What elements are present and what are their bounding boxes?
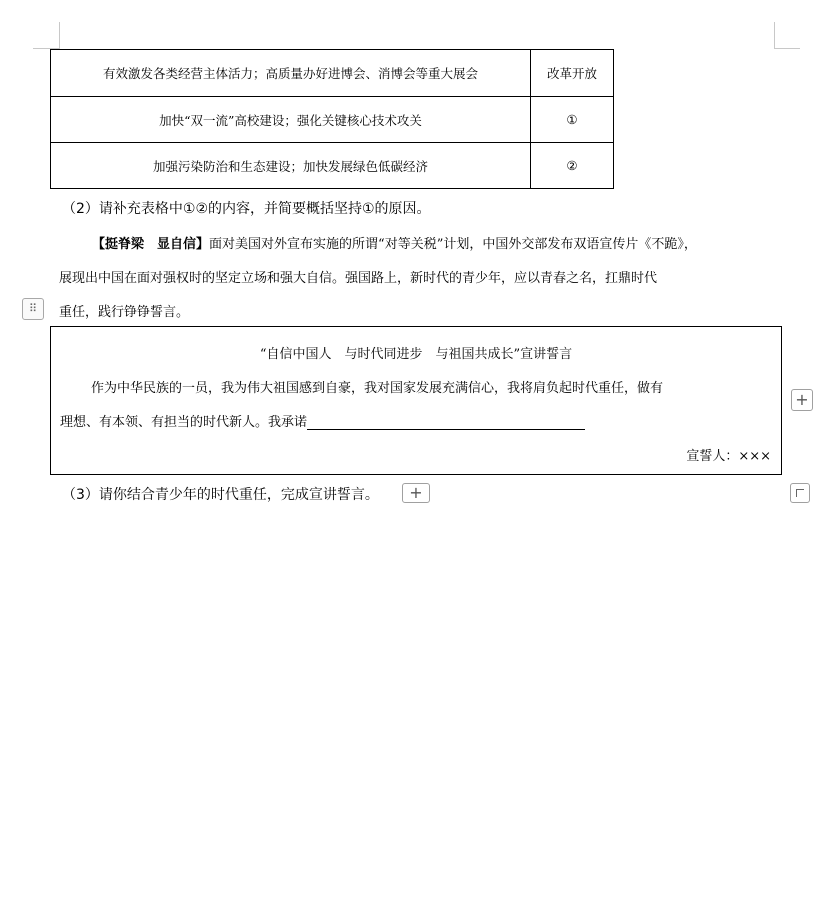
- table-cell-content[interactable]: 有效激发各类经营主体活力；高质量办好进博会、消博会等重大展会: [51, 50, 531, 97]
- passage-line-2: 展现出中国在面对强权时的坚定立场和强大自信。强国路上，新时代的青少年，应以青春之名，扛鼎时代: [59, 271, 658, 286]
- oath-answer-blank[interactable]: [307, 416, 585, 430]
- passage-tag: 挺脊梁 显自信: [105, 237, 197, 252]
- table-row: [51, 50, 614, 97]
- table-cell-category[interactable]: 改革开放: [531, 50, 614, 97]
- passage-line-3: 重任，践行铮铮誓言。: [59, 305, 190, 320]
- policy-table: [50, 49, 614, 189]
- page-corner-mark-top-right-horizontal: [774, 48, 800, 49]
- table-cell-content[interactable]: 加强污染防治和生态建设；加快发展绿色低碳经济: [51, 143, 531, 189]
- table-cell-category[interactable]: ①: [531, 97, 614, 143]
- oath-line-1: 作为中华民族的一员，我为伟大祖国感到自豪，我对国家发展充满信心，我将肩负起时代重任，做有: [91, 381, 664, 396]
- table-cell-content[interactable]: 加快“双一流”高校建设；强化关键核心技术攻关: [51, 97, 531, 143]
- page-corner-mark-top-left: [59, 22, 60, 49]
- table-cell-category[interactable]: ②: [531, 143, 614, 189]
- passage-line-1: [92, 233, 697, 252]
- table-row: [51, 97, 614, 143]
- oath-line-2: [60, 411, 585, 430]
- passage-bracket-close: 】: [196, 237, 210, 252]
- table-move-handle-icon[interactable]: ⠿: [22, 298, 44, 320]
- question-2: （2）请补充表格中①②的内容，并简要概括坚持①的原因。: [62, 201, 431, 217]
- oath-box: [50, 326, 782, 475]
- oath-line-2-text: 理想、有本领、有担当的时代新人。我承诺: [60, 415, 308, 430]
- oath-signer: 宣誓人：×××: [686, 449, 771, 464]
- add-row-plus-icon[interactable]: +: [402, 483, 430, 503]
- table-row: [51, 143, 614, 189]
- passage-bracket-open: 【: [92, 237, 106, 252]
- question-3: （3）请你结合青少年的时代重任，完成宣讲誓言。: [62, 487, 379, 503]
- oath-title: “自信中国人 与时代同进步 与祖国共成长”宣讲誓言: [259, 347, 573, 362]
- page-corner-mark-top-right: [774, 22, 775, 49]
- add-column-plus-icon[interactable]: +: [791, 389, 813, 411]
- table-resize-icon[interactable]: [790, 483, 810, 503]
- passage-line-1-text: 面对美国对外宣布实施的所谓“对等关税”计划，中国外交部发布双语宣传片《不跪》，: [209, 237, 697, 252]
